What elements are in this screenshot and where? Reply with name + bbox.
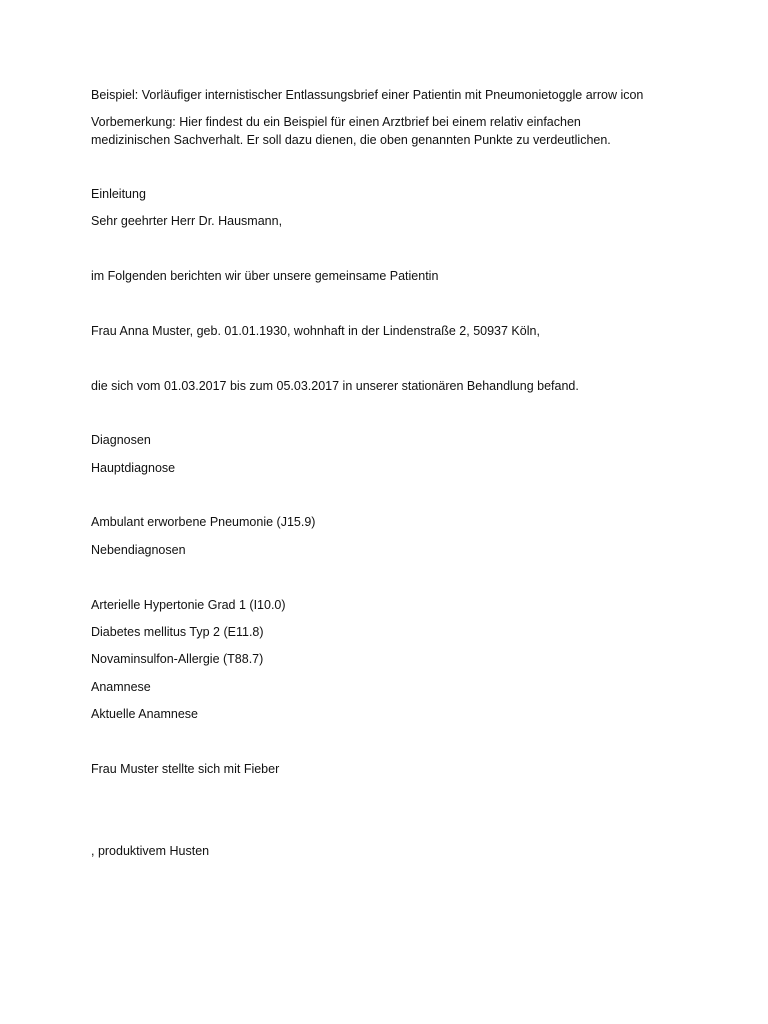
secondary-diagnosis-item: Arterielle Hypertonie Grad 1 (I10.0) [91,598,286,612]
preface-paragraph: Vorbemerkung: Hier findest du ein Beispiel für einen Arztbrief bei einem relativ einfachen medizinischen Sachverhalt. Er soll dazu dienen, die oben genannten Punkte zu verdeutlichen. [91,115,611,147]
main-diagnosis-heading: Hauptdiagnose [91,461,176,475]
salutation: Sehr geehrter Herr Dr. Hausmann, [91,214,283,228]
anamnesis-text: Frau Muster stellte sich mit Fieber [91,762,280,776]
current-anamnesis-heading: Aktuelle Anamnese [91,707,199,721]
document-title: Beispiel: Vorläufiger internistischer Entlassungsbrief einer Patientin mit Pneumonietoggle arrow icon [91,88,644,102]
anamnesis-heading: Anamnese [91,680,151,694]
intro-sentence: im Folgenden berichten wir über unsere gemeinsame Patientin [91,269,439,283]
secondary-diagnosis-item: Diabetes mellitus Typ 2 (E11.8) [91,625,264,639]
secondary-diagnoses-heading: Nebendiagnosen [91,543,186,557]
anamnesis-text-continued: , produktivem Husten [91,844,210,858]
intro-heading: Einleitung [91,187,146,201]
stay-line: die sich vom 01.03.2017 bis zum 05.03.2017 in unserer stationären Behandlung befand. [91,379,579,393]
patient-line: Frau Anna Muster, geb. 01.01.1930, wohnhaft in der Lindenstraße 2, 50937 Köln, [91,324,540,338]
secondary-diagnosis-item: Novaminsulfon-Allergie (T88.7) [91,652,264,666]
main-diagnosis: Ambulant erworbene Pneumonie (J15.9) [91,515,316,529]
diagnoses-heading: Diagnosen [91,433,151,447]
